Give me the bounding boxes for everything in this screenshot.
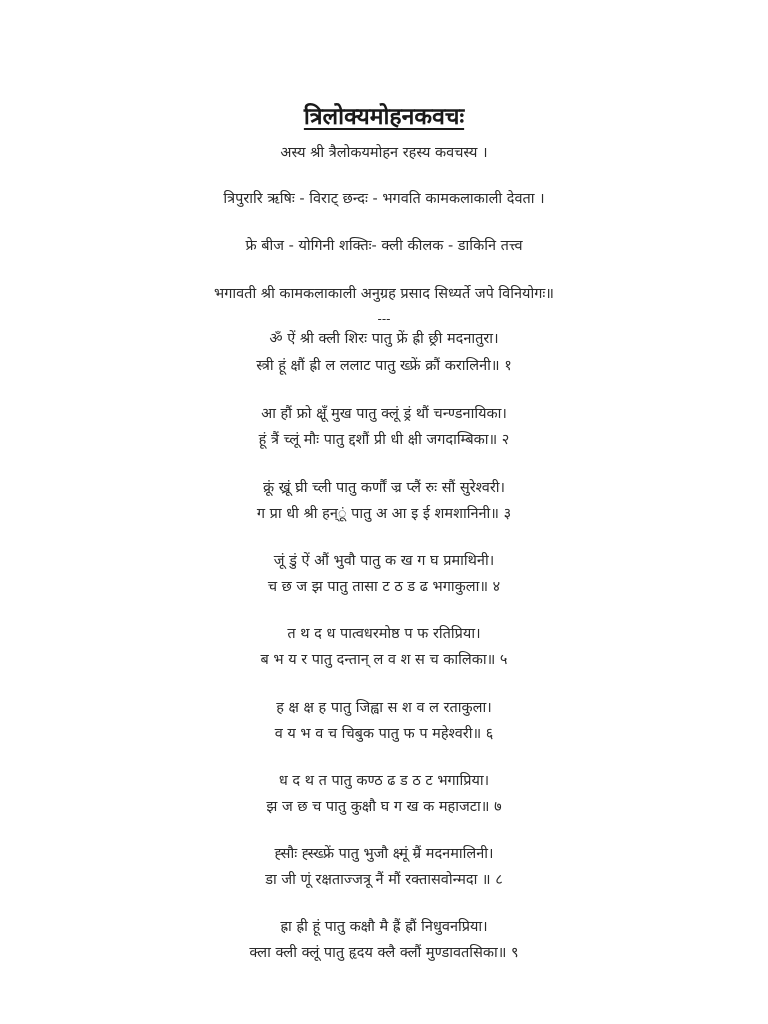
- verse-7-line-a: ध द थ त पातु कण्ठ ढ ड ठ ट भगाप्रिया।: [278, 773, 490, 789]
- verse-3-line-a: क्रूं ख्रूं घ्री च्ली पातु कर्णौं ज्र प्लैं रुः सौं सुरेश्वरी।: [262, 480, 506, 496]
- verse-9-line-a: ह्रा ह्री हूं पातु कक्षौ मै ह्रैं ह्रौं निधुवनप्रिया।: [280, 919, 488, 935]
- verse-9-line-b: क्ला क्ली क्लूं पातु हृदय क्लै क्लौं मुण्डावतसिका॥ ९: [249, 945, 519, 961]
- intro-line-4: भगावती श्री कामकलाकाली अनुग्रह प्रसाद सिध्यर्ते जपे विनियोगः॥: [214, 286, 554, 302]
- separator: ---: [377, 312, 391, 326]
- verse-8-line-b: डा जी णूं रक्षताज्जत्रू नैं मौं रक्तासवोन्मदा ॥ ८: [265, 872, 503, 888]
- verse-1-line-b: स्त्री हूं क्षौं ह्री ल ललाट पातु ख्फ्रें क्रौं करालिनी॥ १: [256, 358, 512, 374]
- verse-5-line-b: ब भ य र पातु दन्तान् ल व श स च कालिका॥ ५: [260, 652, 508, 668]
- intro-line-1: अस्य श्री त्रैलोकयमोहन रहस्य कवचस्य ।: [280, 145, 488, 161]
- verse-2-line-b: हूं त्रैं च्लूं मौः पातु द्दशौं प्री धी क्षी जगदाम्बिका॥ २: [258, 432, 510, 448]
- intro-line-2: त्रिपुरारि ऋषिः - विराट् छन्दः - भगवति कामकलाकाली देवता ।: [223, 191, 545, 207]
- verse-6-line-a: ह क्ष क्ष ह पातु जिह्वा स श व ल रताकुला।: [276, 700, 492, 716]
- verse-3-line-b: ग प्रा धी श्री हन्ूं पातु अ आ इ ई शमशानिनी॥ ३: [256, 506, 512, 522]
- verse-1-line-a: ॐ ऐं श्री क्ली शिरः पातु फ्रें ह्री छ्री मदनातुरा।: [269, 331, 499, 347]
- verse-7-line-b: झ ज छ च पातु कुक्षौ घ ग ख क महाजटा॥ ७: [266, 799, 502, 815]
- verse-2-line-a: आ हौं फ्रो क्षूँ मुख पातु क्लूं ड्रं थौं चन्ण्डनायिका।: [261, 406, 507, 422]
- verse-4-line-b: च छ ज झ पातु तासा ट ठ ड ढ भगाकुला॥ ४: [267, 579, 501, 595]
- title-text: त्रिलोक्यमोहनकवचः: [303, 104, 465, 130]
- intro-line-3: फ्रे बीज - योगिनी शक्तिः- क्ली कीलक - डाकिनि तत्त्व: [245, 238, 523, 254]
- verse-4-line-a: जूं डुं ऐं औं भुवौ पातु क ख ग घ प्रमाथिनी।: [273, 553, 495, 569]
- verse-8-line-a: ह्सौः ह्स्ख्फ्रें पातु भुजौ क्ष्मूं म्रैं मदनमालिनी।: [274, 846, 494, 862]
- verse-5-line-a: त थ द ध पात्वधरमोष्ठ प फ रतिप्रिया।: [287, 626, 481, 642]
- verse-6-line-b: व य भ व च चिबुक पातु फ प महेश्वरी॥ ६: [274, 726, 494, 742]
- document-title: [0, 99, 768, 131]
